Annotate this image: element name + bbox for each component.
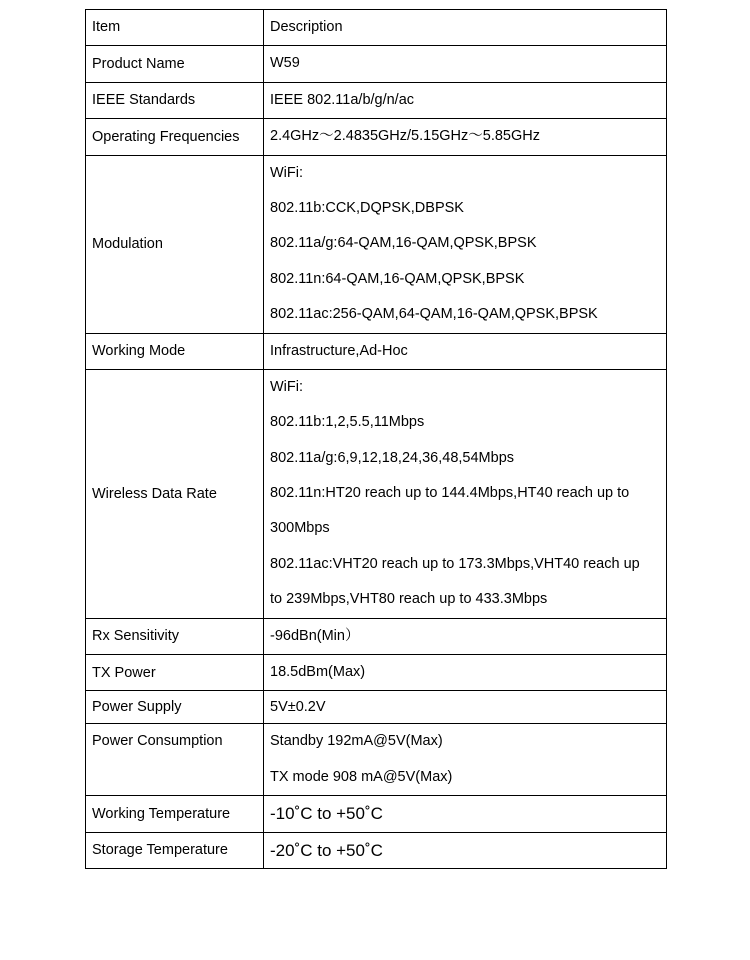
row-description-cell bbox=[264, 333, 667, 369]
row-item-label: Wireless Data Rate bbox=[92, 485, 217, 502]
row-description-cell bbox=[264, 46, 667, 82]
row-item-cell bbox=[86, 155, 264, 333]
row-description-line: to 239Mbps,VHT80 reach up to 433.3Mbps bbox=[270, 591, 548, 608]
row-item-cell bbox=[86, 333, 264, 369]
table-row bbox=[86, 155, 667, 333]
row-item-label: IEEE Standards bbox=[92, 92, 196, 109]
row-description-cell bbox=[264, 724, 667, 796]
row-item-cell bbox=[86, 655, 264, 691]
table-row bbox=[86, 691, 667, 724]
row-description-line: 802.11a/g:6,9,12,18,24,36,48,54Mbps bbox=[270, 449, 515, 466]
row-description-line: 802.11n:HT20 reach up to 144.4Mbps,HT40 reach up to bbox=[270, 485, 630, 502]
table-row bbox=[86, 82, 667, 118]
table-header-row bbox=[86, 10, 667, 46]
specifications-table bbox=[85, 9, 667, 869]
row-description-line: 18.5dBm(Max) bbox=[270, 664, 366, 681]
row-description-line: Standby 192mA@5V(Max) bbox=[270, 733, 443, 750]
row-description-cell bbox=[264, 691, 667, 724]
row-description-line: 802.11ac:VHT20 reach up to 173.3Mbps,VHT40 reach up bbox=[270, 555, 640, 572]
row-item-label: Modulation bbox=[92, 236, 163, 253]
row-description-line: WiFi: bbox=[270, 164, 304, 181]
row-item-label: Storage Temperature bbox=[92, 842, 228, 859]
row-description-line: 802.11ac:256-QAM,64-QAM,16-QAM,QPSK,BPSK bbox=[270, 306, 598, 323]
header-description-cell bbox=[264, 10, 667, 46]
row-item-cell bbox=[86, 369, 264, 618]
row-description-line: 802.11b:1,2,5.5,11Mbps bbox=[270, 414, 425, 431]
row-description-line: Infrastructure,Ad-Hoc bbox=[270, 342, 408, 359]
row-description-cell bbox=[264, 369, 667, 618]
row-item-cell bbox=[86, 46, 264, 82]
row-item-label: Product Name bbox=[92, 56, 185, 73]
row-description-line: -10˚C to +50˚C bbox=[270, 804, 383, 824]
row-description-cell bbox=[264, 119, 667, 155]
row-item-label: Working Temperature bbox=[92, 805, 231, 822]
row-description-line: 2.4GHz～2.4835GHz/5.15GHz～5.85GHz bbox=[270, 128, 540, 145]
header-description: Description bbox=[270, 19, 343, 35]
table-row bbox=[86, 333, 667, 369]
row-item-cell bbox=[86, 119, 264, 155]
row-description-line: TX mode 908 mA@5V(Max) bbox=[270, 768, 453, 785]
row-description-line: IEEE 802.11a/b/g/n/ac bbox=[270, 91, 415, 108]
row-description-line: 300Mbps bbox=[270, 520, 330, 537]
row-item-cell bbox=[86, 724, 264, 796]
row-description-line: 802.11b:CCK,DQPSK,DBPSK bbox=[270, 199, 464, 216]
row-item-label: Rx Sensitivity bbox=[92, 628, 180, 645]
row-item-cell bbox=[86, 796, 264, 832]
table-row bbox=[86, 369, 667, 618]
row-description-cell bbox=[264, 82, 667, 118]
row-description-line: 802.11a/g:64-QAM,16-QAM,QPSK,BPSK bbox=[270, 235, 537, 252]
table-row bbox=[86, 832, 667, 868]
row-description-cell bbox=[264, 155, 667, 333]
row-description-line: -20˚C to +50˚C bbox=[270, 840, 383, 860]
row-item-label: TX Power bbox=[92, 664, 156, 681]
table-row bbox=[86, 46, 667, 82]
header-item: Item bbox=[92, 19, 121, 35]
row-item-label: Power Consumption bbox=[92, 733, 223, 750]
row-item-label: Working Mode bbox=[92, 343, 186, 360]
row-item-label: Operating Frequencies bbox=[92, 128, 240, 145]
row-description-line: W59 bbox=[270, 55, 300, 72]
table-row bbox=[86, 655, 667, 691]
table-row bbox=[86, 724, 667, 796]
row-description-line: -96dBn(Min） bbox=[270, 627, 360, 644]
row-item-cell bbox=[86, 691, 264, 724]
table-row bbox=[86, 618, 667, 654]
row-description-cell bbox=[264, 618, 667, 654]
row-description-line: WiFi: bbox=[270, 378, 304, 395]
row-description-line: 5V±0.2V bbox=[270, 699, 326, 716]
row-item-cell bbox=[86, 82, 264, 118]
row-description-cell bbox=[264, 655, 667, 691]
header-item-cell bbox=[86, 10, 264, 46]
row-description-line: 802.11n:64-QAM,16-QAM,QPSK,BPSK bbox=[270, 270, 525, 287]
table-row bbox=[86, 119, 667, 155]
row-item-cell bbox=[86, 832, 264, 868]
row-description-cell bbox=[264, 796, 667, 832]
row-item-label: Power Supply bbox=[92, 699, 182, 716]
table-row bbox=[86, 796, 667, 832]
row-item-cell bbox=[86, 618, 264, 654]
row-description-cell bbox=[264, 832, 667, 868]
